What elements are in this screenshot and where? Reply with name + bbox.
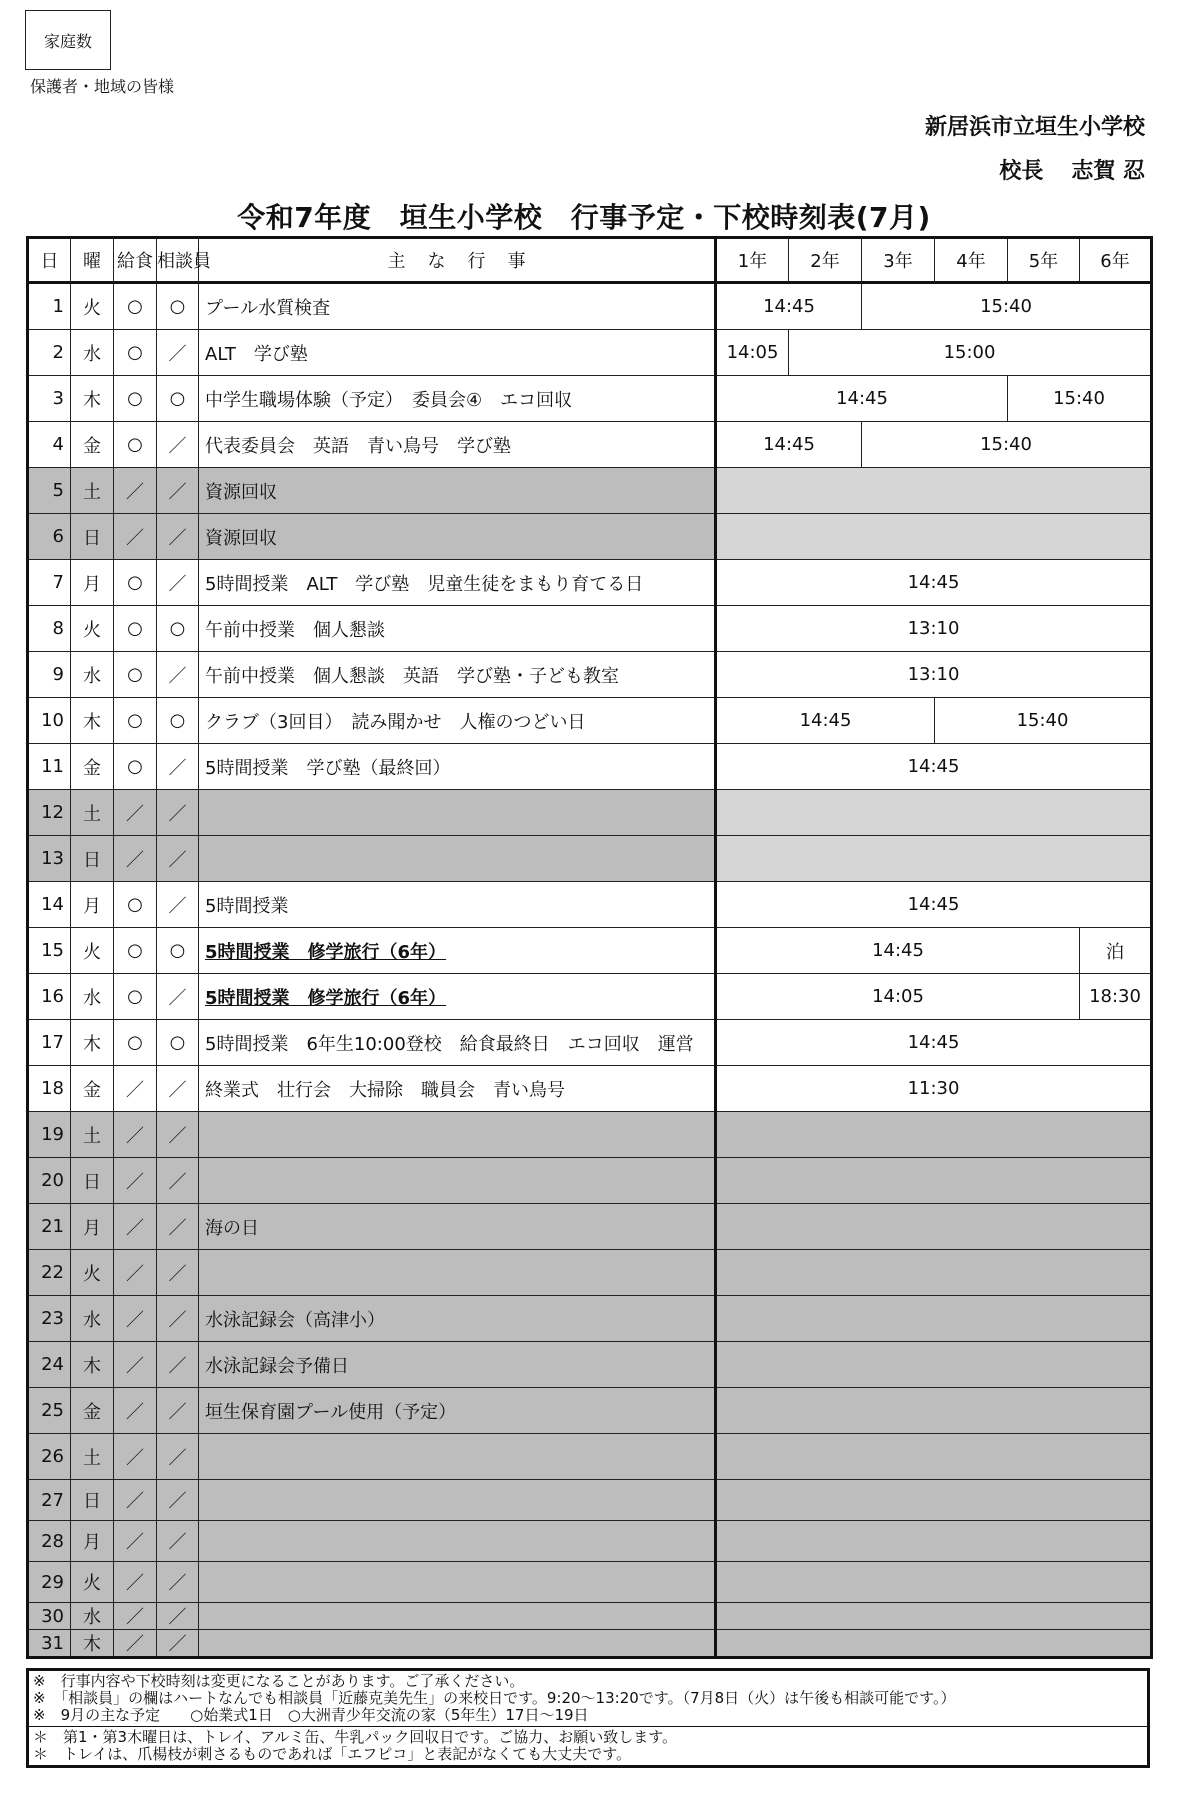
- col-weekday: 曜: [71, 238, 114, 283]
- col-events: 主な行事: [199, 238, 716, 283]
- counselor-mark: ／: [157, 1434, 199, 1480]
- event-cell: 終業式 壮行会 大掃除 職員会 青い鳥号: [199, 1066, 716, 1112]
- event-cell: プール水質検査: [199, 283, 716, 330]
- lunch-mark: ○: [114, 560, 157, 606]
- day-cell: 6: [28, 514, 71, 560]
- day-cell: 10: [28, 698, 71, 744]
- page-title: 令和7年度 垣生小学校 行事予定・下校時刻表(7月): [237, 201, 931, 234]
- schedule-row: [28, 514, 1152, 560]
- lunch-mark: ／: [114, 1112, 157, 1158]
- counselor-mark: ／: [157, 514, 199, 560]
- dismissal-time: [716, 1630, 1152, 1658]
- schedule-row: [28, 836, 1152, 882]
- principal-title: 校長: [999, 159, 1044, 184]
- lunch-mark: ○: [114, 652, 157, 698]
- dismissal-time: [716, 790, 1152, 836]
- counselor-mark: ○: [157, 376, 199, 422]
- event-cell: 水泳記録会予備日: [199, 1342, 716, 1388]
- lunch-mark: ／: [114, 1521, 157, 1562]
- weekday-cell: 金: [71, 744, 114, 790]
- event-cell: 代表委員会 英語 青い鳥号 学び塾: [199, 422, 716, 468]
- weekday-cell: 木: [71, 1342, 114, 1388]
- event-cell: [199, 1603, 716, 1630]
- dismissal-time: 泊: [1080, 928, 1152, 974]
- counselor-mark: ／: [157, 652, 199, 698]
- event-cell: [199, 1521, 716, 1562]
- weekday-cell: 木: [71, 1630, 114, 1658]
- day-cell: 18: [28, 1066, 71, 1112]
- school-name: 新居浜市立垣生小学校: [924, 115, 1145, 140]
- lunch-mark: ○: [114, 283, 157, 330]
- counselor-mark: ○: [157, 606, 199, 652]
- schedule-row: [28, 1204, 1152, 1250]
- event-cell: 資源回収: [199, 468, 716, 514]
- counselor-mark: ／: [157, 330, 199, 376]
- lunch-mark: ／: [114, 1250, 157, 1296]
- lunch-mark: ／: [114, 1158, 157, 1204]
- lunch-mark: ／: [114, 1296, 157, 1342]
- day-cell: 17: [28, 1020, 71, 1066]
- event-cell: [199, 790, 716, 836]
- lunch-mark: ／: [114, 790, 157, 836]
- day-cell: 13: [28, 836, 71, 882]
- weekday-cell: 金: [71, 422, 114, 468]
- day-cell: 23: [28, 1296, 71, 1342]
- weekday-cell: 月: [71, 1521, 114, 1562]
- weekday-cell: 土: [71, 1112, 114, 1158]
- counselor-mark: ／: [157, 1112, 199, 1158]
- counselor-mark: ／: [157, 1603, 199, 1630]
- event-cell: クラブ（3回目） 読み聞かせ 人権のつどい日: [199, 698, 716, 744]
- weekday-cell: 金: [71, 1388, 114, 1434]
- recipients-line: 保護者・地域の皆様: [30, 77, 175, 96]
- event-cell: 5時間授業 修学旅行（6年）: [199, 928, 716, 974]
- day-cell: 4: [28, 422, 71, 468]
- counselor-mark: ／: [157, 1480, 199, 1521]
- dismissal-time: [716, 514, 1152, 560]
- weekday-cell: 水: [71, 652, 114, 698]
- weekday-cell: 土: [71, 790, 114, 836]
- note-line: ※ 9月の主な予定 ○始業式1日 ○大洲青少年交流の家（5年生）17日～19日: [33, 1706, 589, 1724]
- schedule-body: [28, 283, 1152, 1658]
- counselor-mark: ／: [157, 836, 199, 882]
- lunch-mark: ○: [114, 882, 157, 928]
- lunch-mark: ／: [114, 1342, 157, 1388]
- dismissal-time: [716, 1434, 1152, 1480]
- lunch-mark: ○: [114, 974, 157, 1020]
- dismissal-time: [716, 1158, 1152, 1204]
- schedule-row: [28, 1562, 1152, 1603]
- counselor-mark: ○: [157, 283, 199, 330]
- schedule-row: [28, 1434, 1152, 1480]
- day-cell: 14: [28, 882, 71, 928]
- counselor-mark: ／: [157, 744, 199, 790]
- day-cell: 3: [28, 376, 71, 422]
- schedule-row: [28, 928, 1152, 974]
- counselor-mark: ／: [157, 1521, 199, 1562]
- note-line: ＊ トレイは、爪楊枝が刺さるものであれば「エフピコ」と表記がなくても大丈夫です。: [33, 1745, 632, 1763]
- dismissal-time: [716, 1204, 1152, 1250]
- schedule-row: [28, 790, 1152, 836]
- schedule-row: [28, 1112, 1152, 1158]
- weekday-cell: 月: [71, 560, 114, 606]
- dismissal-time: 15:40: [862, 422, 1152, 468]
- weekday-cell: 土: [71, 1434, 114, 1480]
- weekday-cell: 木: [71, 376, 114, 422]
- lunch-mark: ／: [114, 1603, 157, 1630]
- lunch-mark: ○: [114, 744, 157, 790]
- weekday-cell: 月: [71, 1204, 114, 1250]
- counselor-mark: ／: [157, 560, 199, 606]
- schedule-row: [28, 744, 1152, 790]
- schedule-row: [28, 1342, 1152, 1388]
- counselor-mark: ／: [157, 1630, 199, 1658]
- dismissal-time: 14:45: [716, 376, 1008, 422]
- counselor-mark: ／: [157, 1158, 199, 1204]
- dismissal-time: 13:10: [716, 652, 1152, 698]
- schedule-row: [28, 606, 1152, 652]
- schedule-row: [28, 1296, 1152, 1342]
- dismissal-time: [716, 1480, 1152, 1521]
- event-cell: 水泳記録会（高津小）: [199, 1296, 716, 1342]
- schedule-row: [28, 1388, 1152, 1434]
- event-cell: [199, 1562, 716, 1603]
- schedule-row: [28, 974, 1152, 1020]
- weekday-cell: 火: [71, 1250, 114, 1296]
- dismissal-time: 14:45: [716, 1020, 1152, 1066]
- counselor-mark: ／: [157, 468, 199, 514]
- dismissal-time: [716, 1296, 1152, 1342]
- day-cell: 26: [28, 1434, 71, 1480]
- weekday-cell: 木: [71, 698, 114, 744]
- weekday-cell: 火: [71, 606, 114, 652]
- day-cell: 1: [28, 283, 71, 330]
- col-grade-6: 6年: [1080, 238, 1152, 283]
- lunch-mark: ／: [114, 1066, 157, 1112]
- weekday-cell: 水: [71, 1603, 114, 1630]
- dismissal-time: [716, 1342, 1152, 1388]
- event-cell: 午前中授業 個人懇談 英語 学び塾・子ども教室: [199, 652, 716, 698]
- lunch-mark: ○: [114, 928, 157, 974]
- event-cell: [199, 1480, 716, 1521]
- event-cell: [199, 1630, 716, 1658]
- event-cell: [199, 1158, 716, 1204]
- note-line: ＊ 第1・第3木曜日は、トレイ、アルミ缶、牛乳パック回収日です。ご協力、お願い致します。: [33, 1728, 677, 1746]
- dismissal-time: [716, 1112, 1152, 1158]
- col-grade-5: 5年: [1008, 238, 1080, 283]
- weekday-cell: 日: [71, 1158, 114, 1204]
- event-cell: 5時間授業: [199, 882, 716, 928]
- dismissal-time: 14:45: [716, 698, 935, 744]
- counselor-mark: ／: [157, 1342, 199, 1388]
- event-cell: [199, 1250, 716, 1296]
- day-cell: 31: [28, 1630, 71, 1658]
- col-grade-4: 4年: [935, 238, 1008, 283]
- schedule-row: [28, 1250, 1152, 1296]
- day-cell: 15: [28, 928, 71, 974]
- weekday-cell: 火: [71, 928, 114, 974]
- dismissal-time: [716, 1562, 1152, 1603]
- day-cell: 28: [28, 1521, 71, 1562]
- dismissal-time: 11:30: [716, 1066, 1152, 1112]
- day-cell: 27: [28, 1480, 71, 1521]
- event-cell: [199, 836, 716, 882]
- lunch-mark: ／: [114, 1480, 157, 1521]
- weekday-cell: 日: [71, 1480, 114, 1521]
- event-cell: 垣生保育園プール使用（予定）: [199, 1388, 716, 1434]
- col-day: 日: [28, 238, 71, 283]
- schedule-row: [28, 652, 1152, 698]
- weekday-cell: 金: [71, 1066, 114, 1112]
- dismissal-time: 14:45: [716, 744, 1152, 790]
- weekday-cell: 木: [71, 1020, 114, 1066]
- schedule-row: [28, 1521, 1152, 1562]
- dismissal-time: 15:00: [789, 330, 1152, 376]
- counselor-mark: ○: [157, 698, 199, 744]
- day-cell: 25: [28, 1388, 71, 1434]
- household-count-box: 家庭数: [25, 10, 111, 70]
- table-header-row: [28, 238, 1152, 283]
- dismissal-time: 18:30: [1080, 974, 1152, 1020]
- day-cell: 5: [28, 468, 71, 514]
- lunch-mark: ／: [114, 1630, 157, 1658]
- dismissal-time: 14:45: [716, 560, 1152, 606]
- event-cell: 資源回収: [199, 514, 716, 560]
- day-cell: 11: [28, 744, 71, 790]
- lunch-mark: ／: [114, 1204, 157, 1250]
- day-cell: 9: [28, 652, 71, 698]
- event-cell: 5時間授業 学び塾（最終回）: [199, 744, 716, 790]
- lunch-mark: ○: [114, 606, 157, 652]
- event-cell: 中学生職場体験（予定） 委員会④ エコ回収: [199, 376, 716, 422]
- counselor-mark: ／: [157, 1296, 199, 1342]
- dismissal-time: [716, 1388, 1152, 1434]
- schedule-row: [28, 698, 1152, 744]
- schedule-row: [28, 283, 1152, 330]
- schedule-row: [28, 1158, 1152, 1204]
- counselor-mark: ／: [157, 882, 199, 928]
- dismissal-time: 15:40: [1008, 376, 1152, 422]
- weekday-cell: 土: [71, 468, 114, 514]
- col-grade-3: 3年: [862, 238, 935, 283]
- counselor-mark: ／: [157, 790, 199, 836]
- day-cell: 24: [28, 1342, 71, 1388]
- lunch-mark: ○: [114, 330, 157, 376]
- weekday-cell: 火: [71, 283, 114, 330]
- counselor-mark: ○: [157, 928, 199, 974]
- schedule-table: [26, 236, 1153, 1659]
- schedule-row: [28, 882, 1152, 928]
- day-cell: 2: [28, 330, 71, 376]
- note-line: ※ 「相談員」の欄はハートなんでも相談員「近藤克美先生」の来校日です。9:20～13:20です。（7月8日（火）は午後も相談可能です。）: [33, 1689, 956, 1707]
- counselor-mark: ／: [157, 422, 199, 468]
- event-cell: 午前中授業 個人懇談: [199, 606, 716, 652]
- day-cell: 20: [28, 1158, 71, 1204]
- event-cell: [199, 1434, 716, 1480]
- notes-box: [26, 1668, 1150, 1768]
- schedule-row: [28, 422, 1152, 468]
- counselor-mark: ／: [157, 1388, 199, 1434]
- lunch-mark: ／: [114, 836, 157, 882]
- dismissal-time: 13:10: [716, 606, 1152, 652]
- counselor-mark: ／: [157, 974, 199, 1020]
- schedule-row: [28, 376, 1152, 422]
- dismissal-time: [716, 1250, 1152, 1296]
- counselor-mark: ／: [157, 1562, 199, 1603]
- dismissal-time: 14:05: [716, 974, 1080, 1020]
- schedule-row: [28, 560, 1152, 606]
- day-cell: 30: [28, 1603, 71, 1630]
- dismissal-time: 14:45: [716, 928, 1080, 974]
- day-cell: 7: [28, 560, 71, 606]
- note-line: ※ 行事内容や下校時刻は変更になることがあります。ご了承ください。: [33, 1672, 525, 1690]
- col-counselor: 相談員: [157, 238, 199, 283]
- lunch-mark: ／: [114, 514, 157, 560]
- day-cell: 22: [28, 1250, 71, 1296]
- day-cell: 8: [28, 606, 71, 652]
- day-cell: 16: [28, 974, 71, 1020]
- dismissal-time: 14:45: [716, 882, 1152, 928]
- schedule-row: [28, 1630, 1152, 1658]
- event-cell: 海の日: [199, 1204, 716, 1250]
- notes-divider: [29, 1726, 1147, 1727]
- lunch-mark: ○: [114, 422, 157, 468]
- weekday-cell: 月: [71, 882, 114, 928]
- dismissal-time: 15:40: [862, 283, 1152, 330]
- day-cell: 21: [28, 1204, 71, 1250]
- dismissal-time: [716, 1521, 1152, 1562]
- principal-name: 志賀 忍: [1071, 159, 1145, 184]
- dismissal-time: [716, 468, 1152, 514]
- lunch-mark: ○: [114, 698, 157, 744]
- event-cell: ALT 学び塾: [199, 330, 716, 376]
- counselor-mark: ／: [157, 1204, 199, 1250]
- schedule-row: [28, 330, 1152, 376]
- day-cell: 19: [28, 1112, 71, 1158]
- schedule-row: [28, 1480, 1152, 1521]
- weekday-cell: 水: [71, 974, 114, 1020]
- lunch-mark: ／: [114, 468, 157, 514]
- counselor-mark: ／: [157, 1250, 199, 1296]
- lunch-mark: ○: [114, 1020, 157, 1066]
- lunch-mark: ／: [114, 1562, 157, 1603]
- weekday-cell: 水: [71, 1296, 114, 1342]
- schedule-row: [28, 1066, 1152, 1112]
- principal-line: [999, 154, 1145, 185]
- dismissal-time: 14:45: [716, 283, 862, 330]
- event-cell: 5時間授業 修学旅行（6年）: [199, 974, 716, 1020]
- event-cell: 5時間授業 6年生10:00登校 給食最終日 エコ回収 運営: [199, 1020, 716, 1066]
- schedule-row: [28, 1603, 1152, 1630]
- counselor-mark: ○: [157, 1020, 199, 1066]
- weekday-cell: 火: [71, 1562, 114, 1603]
- day-cell: 29: [28, 1562, 71, 1603]
- lunch-mark: ○: [114, 376, 157, 422]
- lunch-mark: ／: [114, 1434, 157, 1480]
- schedule-row: [28, 468, 1152, 514]
- dismissal-time: 14:05: [716, 330, 789, 376]
- weekday-cell: 水: [71, 330, 114, 376]
- dismissal-time: 14:45: [716, 422, 862, 468]
- weekday-cell: 日: [71, 836, 114, 882]
- day-cell: 12: [28, 790, 71, 836]
- dismissal-time: [716, 1603, 1152, 1630]
- weekday-cell: 日: [71, 514, 114, 560]
- col-grade-1: 1年: [716, 238, 789, 283]
- dismissal-time: [716, 836, 1152, 882]
- lunch-mark: ／: [114, 1388, 157, 1434]
- col-grade-2: 2年: [789, 238, 862, 283]
- counselor-mark: ／: [157, 1066, 199, 1112]
- event-cell: [199, 1112, 716, 1158]
- schedule-row: [28, 1020, 1152, 1066]
- col-lunch: 給食: [114, 238, 157, 283]
- dismissal-time: 15:40: [935, 698, 1152, 744]
- event-cell: 5時間授業 ALT 学び塾 児童生徒をまもり育てる日: [199, 560, 716, 606]
